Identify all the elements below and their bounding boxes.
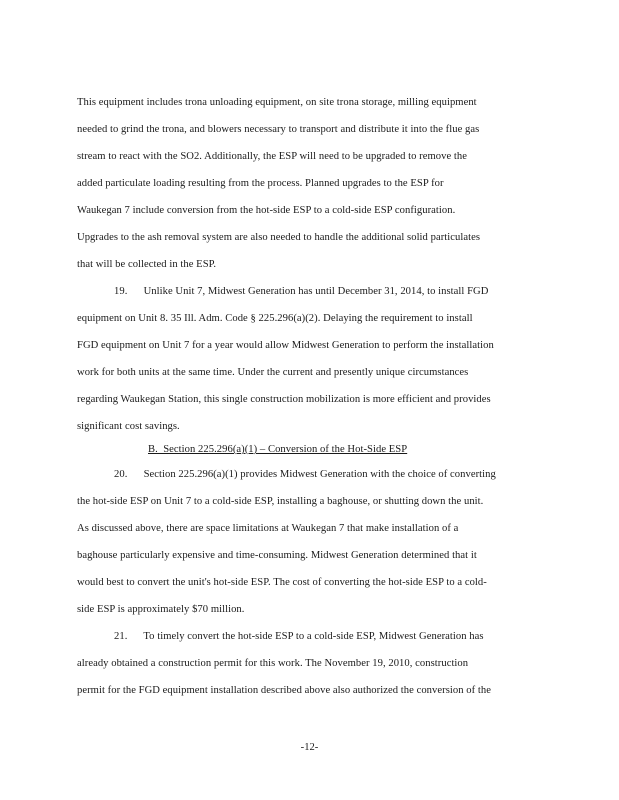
- paragraph-21-start: 21. To timely convert the hot-side ESP to a cold-side ESP, Midwest Generation has: [114, 631, 484, 642]
- body-text-line: work for both units at the same time. Under the current and presently unique circumstances: [77, 367, 469, 378]
- body-text-line: already obtained a construction permit for this work. The November 19, 2010, construction: [77, 658, 469, 669]
- paragraph-19-start: 19. Unlike Unit 7, Midwest Generation has until December 31, 2014, to install FGD: [114, 286, 489, 297]
- body-text-line: the hot-side ESP on Unit 7 to a cold-side ESP, installing a baghouse, or shutting down the unit.: [77, 496, 484, 507]
- paragraph-20-start: 20. Section 225.296(a)(1) provides Midwest Generation with the choice of converting: [114, 469, 496, 480]
- body-text-line: regarding Waukegan Station, this single construction mobilization is more efficient and provides: [77, 394, 491, 405]
- body-text-line: side ESP is approximately $70 million.: [77, 604, 245, 615]
- body-text-line: Upgrades to the ash removal system are also needed to handle the additional solid particulates: [77, 232, 481, 243]
- body-text-line: would best to convert the unit's hot-side ESP. The cost of converting the hot-side ESP to a cold-: [77, 577, 487, 588]
- body-text-line: permit for the FGD equipment installation described above also authorized the conversion of the: [77, 685, 491, 696]
- body-text-line: FGD equipment on Unit 7 for a year would allow Midwest Generation to perform the installation: [77, 340, 494, 351]
- body-text-line: significant cost savings.: [77, 421, 180, 432]
- body-text-line: equipment on Unit 8. 35 Ill. Adm. Code § 225.296(a)(2). Delaying the requirement to install: [77, 313, 473, 324]
- body-text-line: baghouse particularly expensive and time-consuming. Midwest Generation determined that it: [77, 550, 477, 561]
- body-text-line: Waukegan 7 include conversion from the hot-side ESP to a cold-side ESP configuration.: [77, 205, 456, 216]
- page-number: -12-: [300, 742, 319, 753]
- body-text-line: added particulate loading resulting from the process. Planned upgrades to the ESP for: [77, 178, 444, 189]
- section-heading: B. Section 225.296(a)(1) – Conversion of the Hot-Side ESP: [148, 444, 408, 455]
- body-text-line: that will be collected in the ESP.: [77, 259, 217, 270]
- body-text-line: stream to react with the SO2. Additionally, the ESP will need to be upgraded to remove the: [77, 151, 468, 162]
- body-text-line: This equipment includes trona unloading equipment, on site trona storage, milling equipment: [77, 97, 477, 108]
- body-text-line: As discussed above, there are space limitations at Waukegan 7 that make installation of a: [77, 523, 459, 534]
- body-text-line: needed to grind the trona, and blowers necessary to transport and distribute it into the flue gas: [77, 124, 480, 135]
